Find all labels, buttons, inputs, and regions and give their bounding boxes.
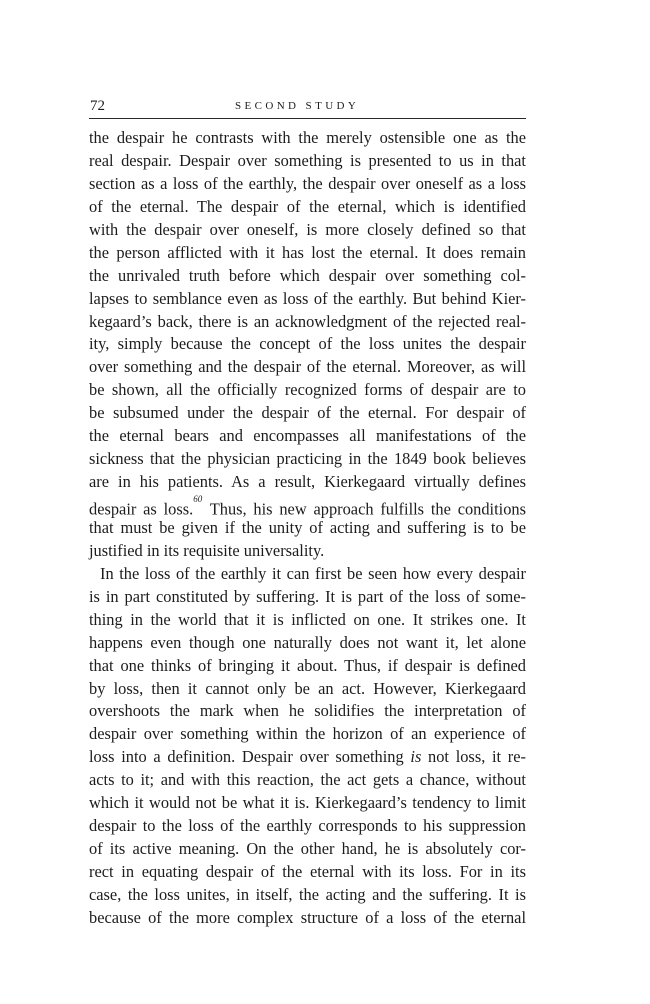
text-line: overshoots the mark when he solidifies the interpretation of	[89, 701, 526, 721]
text-line: that one thinks of bringing it about. Thus, if despair is defined	[89, 655, 526, 675]
text-line: happens even though one naturally does not want it, let alone	[89, 632, 526, 652]
text-line: of the eternal. The despair of the eternal, which is identified	[89, 196, 526, 216]
text-line: are in his patients. As a result, Kierkegaard virtually defines	[89, 472, 526, 492]
text-line: be shown, all the officially recognized forms of despair are to	[89, 380, 526, 400]
text-line: the eternal bears and encompasses all manifestations of the	[89, 426, 526, 446]
section-title: SECOND STUDY	[235, 100, 360, 112]
text-line: the person afflicted with it has lost the eternal. It does remain	[89, 242, 526, 262]
page-number: 72	[90, 98, 105, 114]
running-head	[89, 96, 526, 119]
text-line: the unrivaled truth before which despair over something col-	[89, 265, 526, 285]
text-line: In the loss of the earthly it can first be seen how every despair	[100, 563, 526, 583]
text-line: real despair. Despair over something is presented to us in that	[89, 150, 526, 170]
line-text: not loss, it re-	[421, 747, 526, 767]
text-line: be subsumed under the despair of the eternal. For despair of	[89, 403, 526, 423]
line-text: despair as loss.	[89, 499, 194, 519]
text-line: rect in equating despair of the eternal with its loss. For in its	[89, 862, 526, 881]
text-line: section as a loss of the earthly, the despair over oneself as a loss	[89, 173, 526, 193]
text-block	[89, 96, 526, 930]
footnote-marker[interactable]: 60	[193, 494, 203, 504]
text-line: despair over something within the horizon of an experience of	[89, 724, 526, 744]
line-text: Thus, his new approach fulfills the conditions	[203, 499, 526, 519]
text-line: despair to the loss of the earthly corresponds to his suppression	[89, 816, 526, 836]
text-line: ity, simply because the concept of the loss unites the despair	[89, 334, 526, 354]
text-line: acts to it; and with this reaction, the act gets a chance, without	[89, 770, 526, 790]
emphasis-text: is	[410, 747, 422, 767]
text-line: because of the more complex structure of a loss of the eternal	[89, 907, 526, 927]
text-line: case, the loss unites, in itself, the acting and the suffering. It is	[89, 884, 526, 904]
text-line: of its active meaning. On the other hand, he is absolutely cor-	[89, 839, 526, 859]
text-line: by loss, then it cannot only be an act. However, Kierkegaard	[89, 678, 526, 698]
body-text	[89, 127, 526, 930]
text-line: kegaard’s back, there is an acknowledgment of the rejected real-	[89, 311, 526, 331]
text-line: thing in the world that it is inflicted on one. It strikes one. It	[89, 609, 526, 629]
text-line: lapses to semblance even as loss of the earthly. But behind Kier-	[89, 288, 526, 308]
text-line-with-emphasis	[89, 746, 526, 769]
text-line: with the despair over oneself, is more closely defined so that	[89, 219, 526, 239]
text-line: is in part constituted by suffering. It is part of the loss of some-	[89, 586, 526, 606]
text-line: over something and the despair of the eternal. Moreover, as will	[89, 357, 526, 377]
text-line: the despair he contrasts with the merely ostensible one as the	[89, 128, 526, 147]
text-line: justified in its requisite universality.	[89, 540, 325, 560]
text-line-with-footnote	[89, 494, 526, 517]
text-line: that must be given if the unity of acting and suffering is to be	[89, 517, 526, 537]
line-text: loss into a definition. Despair over something	[89, 747, 411, 767]
text-line: which it would not be what it is. Kierkegaard’s tendency to limit	[89, 793, 526, 813]
text-line: sickness that the physician practicing in the 1849 book believes	[89, 449, 526, 469]
